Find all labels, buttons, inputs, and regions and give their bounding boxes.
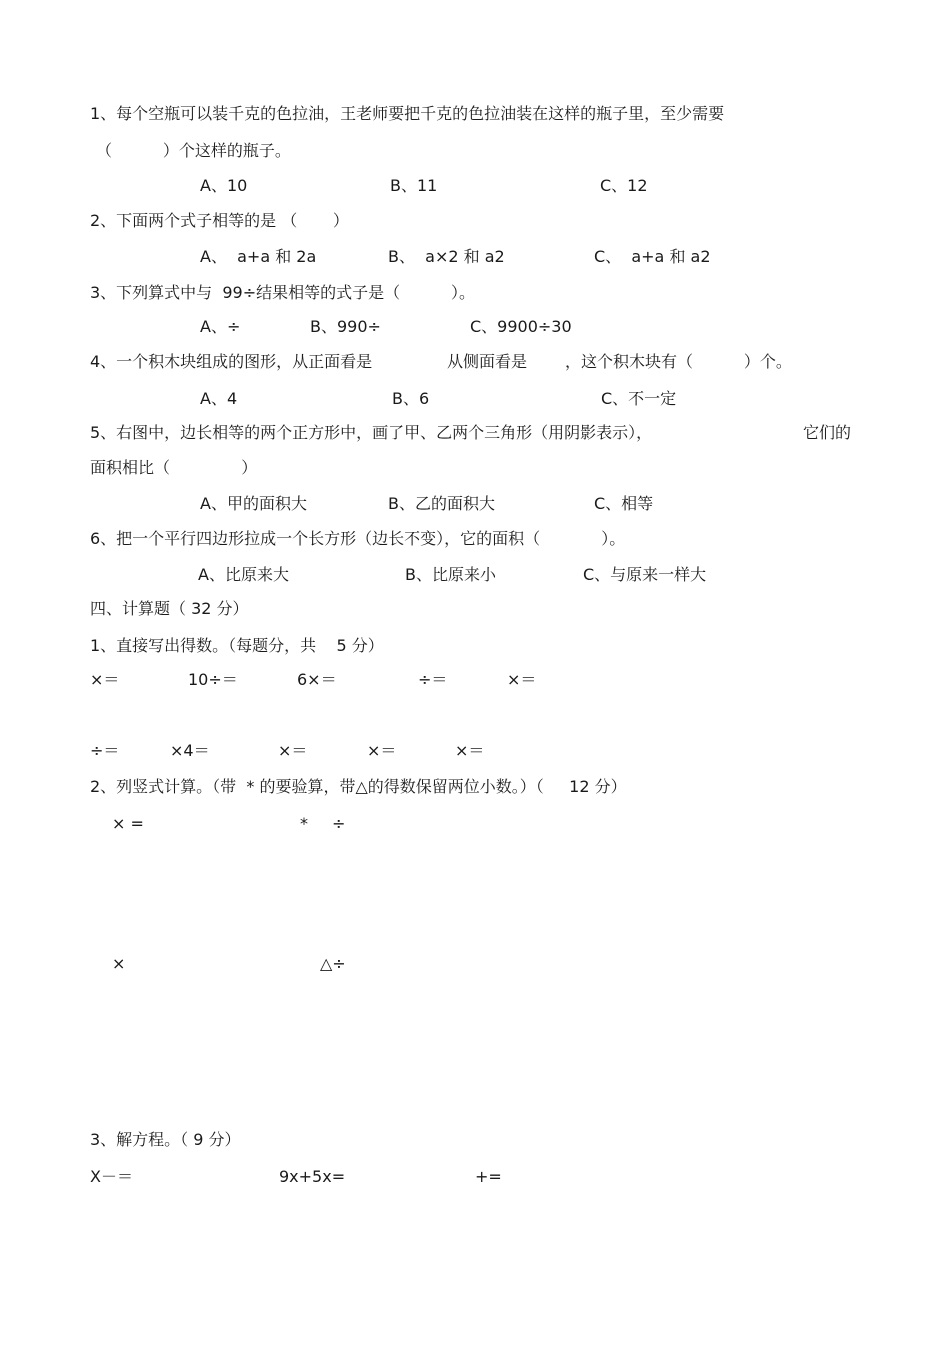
calc-row2-item: ×＝ — [367, 741, 397, 760]
calc-row1-item: ÷＝ — [418, 670, 448, 689]
q3-option-a: A、÷ — [200, 317, 241, 336]
calc-row1-item: 6×＝ — [297, 670, 337, 689]
q2-option-c: C、 a+a 和 a2 — [594, 247, 711, 266]
q5-option-c: C、相等 — [594, 494, 654, 513]
q4-option-c: C、不一定 — [601, 389, 677, 408]
calc-row2-item: ×4＝ — [170, 741, 210, 760]
q4-stem-front: 4、一个积木块组成的图形，从正面看是 — [90, 352, 373, 371]
section-title: 四、计算题（ 32 分） — [90, 599, 249, 618]
q1-option-b: B、11 — [390, 176, 438, 195]
q3-stem: 3、下列算式中与 99÷结果相等的式子是（ ）。 — [90, 283, 475, 302]
q2-option-a: A、 a+a 和 2a — [200, 247, 317, 266]
equation-item: += — [475, 1167, 502, 1186]
vertical-calc-item: △÷ — [320, 954, 346, 973]
q4-stem-side: 从侧面看是 — [447, 352, 528, 371]
q2-stem: 2、下面两个式子相等的是 （ ） — [90, 211, 349, 230]
calc-row2-item: ×＝ — [455, 741, 485, 760]
q3-option-c: C、9900÷30 — [470, 317, 572, 336]
part2-title: 2、列竖式计算。（带 * 的要验算，带△的得数保留两位小数。）（ 12 分） — [90, 777, 627, 796]
calc-row1-item: ×＝ — [90, 670, 120, 689]
calc-row1-item: ×＝ — [507, 670, 537, 689]
q6-stem: 6、把一个平行四边形拉成一个长方形（边长不变），它的面积（ ）。 — [90, 529, 626, 548]
vertical-calc-item: × = — [112, 814, 144, 833]
q6-option-b: B、比原来小 — [405, 565, 496, 584]
q2-option-b: B、 a×2 和 a2 — [388, 247, 505, 266]
equation-item: X－＝ — [90, 1167, 133, 1186]
equation-item: 9x+5x= — [279, 1167, 346, 1186]
q3-option-b: B、990÷ — [310, 317, 381, 336]
q6-option-a: A、比原来大 — [198, 565, 289, 584]
q1-line1: 1、每个空瓶可以装千克的色拉油，王老师要把千克的色拉油装在这样的瓶子里，至少需要 — [90, 104, 725, 123]
q5-line1-end: 它们的 — [803, 423, 852, 442]
part1-title: 1、直接写出得数。（每题分，共 5 分） — [90, 636, 384, 655]
q1-option-a: A、10 — [200, 176, 248, 195]
q5-option-a: A、甲的面积大 — [200, 494, 307, 513]
q6-option-c: C、与原来一样大 — [583, 565, 707, 584]
calc-row2-item: ×＝ — [278, 741, 308, 760]
calc-row1-item: 10÷＝ — [188, 670, 238, 689]
q4-option-b: B、6 — [392, 389, 430, 408]
q1-line2: （ ）个这样的瓶子。 — [96, 141, 291, 160]
q4-stem-count: ，这个积木块有（ ）个。 — [565, 352, 792, 371]
calc-row2-item: ÷＝ — [90, 741, 120, 760]
q5-option-b: B、乙的面积大 — [388, 494, 495, 513]
part3-title: 3、解方程。（ 9 分） — [90, 1130, 241, 1149]
q5-line2: 面积相比（ ） — [90, 458, 258, 477]
q4-option-a: A、4 — [200, 389, 238, 408]
vertical-calc-item: ÷ — [332, 814, 346, 833]
vertical-calc-check-mark: * — [300, 814, 308, 833]
vertical-calc-item: × — [112, 954, 126, 973]
q5-line1: 5、右图中，边长相等的两个正方形中，画了甲、乙两个三角形（用阴影表示）， — [90, 423, 653, 442]
q1-option-c: C、12 — [600, 176, 648, 195]
